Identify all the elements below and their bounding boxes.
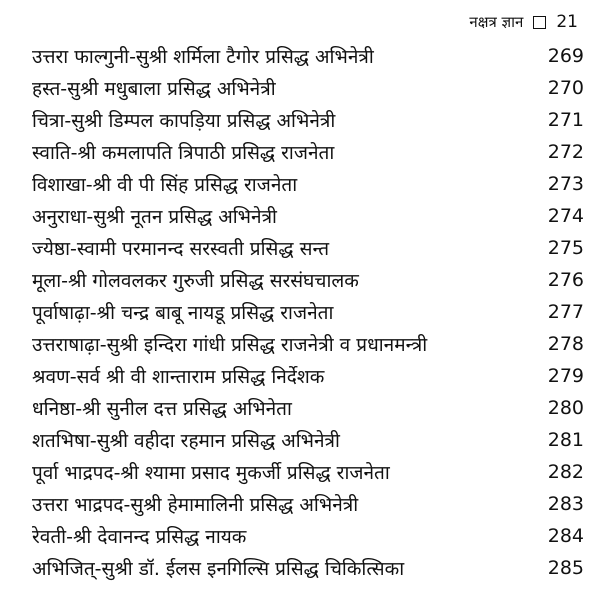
list-item (32, 296, 584, 328)
entry-number: 281 (547, 429, 584, 451)
entry-text: उत्तराषाढ़ा-सुश्री इन्दिरा गांधी प्रसिद्ध राजनेत्री व प्रधानमन्त्री (32, 334, 428, 356)
entry-text: श्रवण-सर्व श्री वी शान्ताराम प्रसिद्ध निर्देशक (32, 366, 325, 388)
entry-number: 284 (547, 525, 584, 547)
entry-number: 271 (547, 109, 584, 131)
entry-text: स्वाति-श्री कमलापति त्रिपाठी प्रसिद्ध राजनेता (32, 142, 335, 164)
header-title: नक्षत्र ज्ञान (469, 13, 524, 31)
entry-text: विशाखा-श्री वी पी सिंह प्रसिद्ध राजनेता (32, 174, 298, 196)
entry-text: रेवती-श्री देवानन्द प्रसिद्ध नायक (32, 526, 247, 548)
entry-number: 275 (547, 237, 584, 259)
list-item (32, 200, 584, 232)
list-item (32, 104, 584, 136)
entry-text: उत्तरा भाद्रपद-सुश्री हेमामालिनी प्रसिद्ध अभिनेत्री (32, 494, 359, 516)
entry-text: उत्तरा फाल्गुनी-सुश्री शर्मिला टैगोर प्रसिद्ध अभिनेत्री (32, 46, 374, 68)
entry-text: मूला-श्री गोलवलकर गुरुजी प्रसिद्ध सरसंघचालक (32, 270, 359, 292)
running-header (32, 8, 584, 36)
list-item (32, 488, 584, 520)
list-item (32, 232, 584, 264)
entry-text: धनिष्ठा-श्री सुनील दत्त प्रसिद्ध अभिनेता (32, 398, 292, 420)
entry-number: 269 (547, 45, 584, 67)
entry-text: अभिजित्-सुश्री डॉ. ईलस इनगिल्सि प्रसिद्ध चिकित्सिका (32, 558, 405, 580)
list-item (32, 328, 584, 360)
entry-number: 282 (547, 461, 584, 483)
entry-text: ज्येष्ठा-स्वामी परमानन्द सरस्वती प्रसिद्ध सन्त (32, 238, 330, 260)
entry-text: चित्रा-सुश्री डिम्पल कापड़िया प्रसिद्ध अभिनेत्री (32, 110, 336, 132)
entry-text: पूर्वा भाद्रपद-श्री श्यामा प्रसाद मुकर्जी प्रसिद्ध राजनेता (32, 462, 390, 484)
list-item (32, 424, 584, 456)
list-item (32, 40, 584, 72)
list-item (32, 360, 584, 392)
list-item (32, 456, 584, 488)
entry-number: 276 (547, 269, 584, 291)
entry-text: शतभिषा-सुश्री वहीदा रहमान प्रसिद्ध अभिनेत्री (32, 430, 340, 452)
entry-list (32, 40, 584, 584)
entry-number: 273 (547, 173, 584, 195)
list-item (32, 168, 584, 200)
entry-number: 283 (547, 493, 584, 515)
entry-number: 272 (547, 141, 584, 163)
entry-number: 277 (547, 301, 584, 323)
entry-text: हस्त-सुश्री मधुबाला प्रसिद्ध अभिनेत्री (32, 78, 276, 100)
entry-number: 285 (547, 557, 584, 579)
entry-number: 270 (547, 77, 584, 99)
entry-number: 278 (547, 333, 584, 355)
list-item (32, 520, 584, 552)
entry-number: 279 (547, 365, 584, 387)
entry-text: अनुराधा-सुश्री नूतन प्रसिद्ध अभिनेत्री (32, 206, 277, 228)
entry-number: 280 (547, 397, 584, 419)
list-item (32, 136, 584, 168)
list-item (32, 392, 584, 424)
list-item (32, 72, 584, 104)
entry-text: पूर्वाषाढ़ा-श्री चन्द्र बाबू नायडू प्रसिद्ध राजनेता (32, 302, 334, 324)
square-bullet-icon (533, 16, 546, 29)
list-item (32, 264, 584, 296)
entry-number: 274 (547, 205, 584, 227)
page-number: 21 (556, 12, 578, 32)
list-item (32, 552, 584, 584)
